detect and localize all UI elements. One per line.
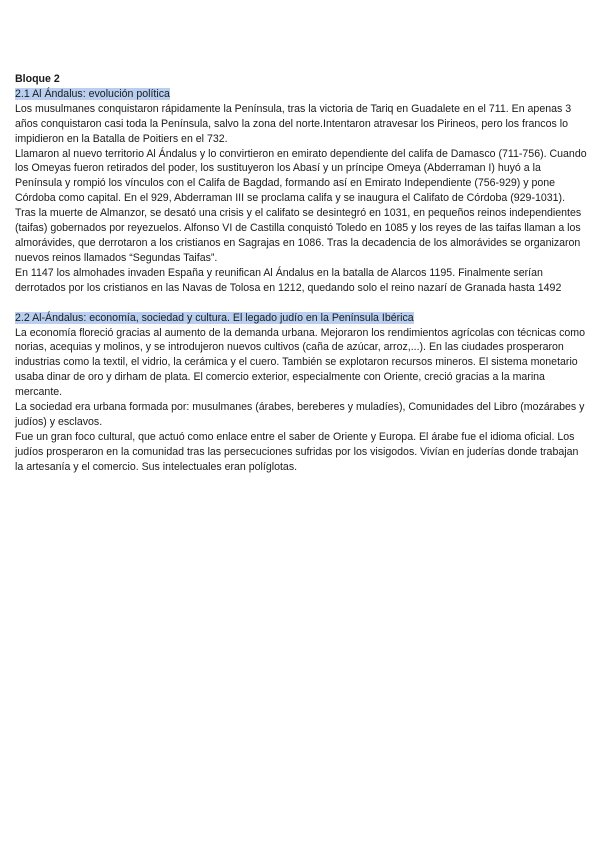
section-1-heading (15, 87, 587, 102)
section-2-paragraph-1: La economía floreció gracias al aumento de la demanda urbana. Mejoraron los rendimientos agrícolas con técnicas como norias, acequias y molinos, y se introdujeron nuevos cultivos (caña de azúcar, arroz,...). En las ciudades prosperaron industrias como la textil, el vidrio, la cerámica y el cuero. También se explotaron recursos mineros. El sistema monetario usaba dinar de oro y dirham de plata. El comercio exterior, especialmente con Oriente, creció gracias a la marina mercante. (15, 326, 586, 399)
section-gap (15, 296, 587, 311)
section-1-heading-text: 2.1 Al Ándalus: evolución política (15, 87, 170, 100)
document-page (15, 72, 587, 475)
section-1 (15, 87, 587, 296)
section-2-heading (15, 311, 587, 326)
section-2-paragraph-2: La sociedad era urbana formada por: musulmanes (árabes, bereberes y muladíes), Comunidades del Libro (mozárabes y judíos) y esclavos. (15, 401, 585, 428)
section-2 (15, 311, 587, 475)
block-title: Bloque 2 (15, 73, 60, 85)
section-1-paragraph-4: En 1147 los almohades invaden España y reunifican Al Ándalus en la batalla de Alarcos 1195. Finalmente serían derrotados por los cristianos en las Navas de Tolosa en 1212, quedando solo el reino nazarí de Granada hasta 1492 (15, 266, 562, 294)
section-1-paragraph-3: Tras la muerte de Almanzor, se desató una crisis y el califato se desintegró en 1031, en pequeños reinos independientes (taifas) gobernados por reyezuelos. Alfonso VI de Castilla conquistó Toledo en 1085 y los reyes de las taifas llaman a los almorávides, que derrotaron a los cristianos en Sagrajas en 1086. Tras la decadencia de los almorávides se organizaron nuevos reinos llamados “Segundas Taifas”. (15, 207, 582, 264)
section-1-paragraph-2: Llamaron al nuevo territorio Al Ándalus y lo convirtieron en emirato dependiente del califa de Damasco (711-756). Cuando los Omeyas fueron retirados del poder, los sustituyeron los Abasí y un príncipe Omeya (Abderraman I) huyó a la Península y rompió los vínculos con el Califa de Bagdad, formando así en Emirato Independiente (756-929) y pone Córdoba como capital. En el 929, Abderraman III se proclama califa y se inaugura el Califato de Córdoba (929-1031). (15, 147, 587, 205)
section-2-heading-text: 2.2 Al-Ándalus: economía, sociedad y cultura. El legado judío en la Península Ibérica (15, 311, 414, 324)
section-1-paragraph-1: Los musulmanes conquistaron rápidamente la Península, tras la victoria de Tariq en Guadalete en el 711. En apenas 3 años conquistaron casi toda la Península, salvo la zona del norte.Intentaron atravesar los Pirineos, pero los francos lo impidieron en la Batalla de Poitiers en el 732. (15, 102, 572, 145)
section-2-paragraph-3: Fue un gran foco cultural, que actuó como enlace entre el saber de Oriente y Europa. El árabe fue el idioma oficial. Los judíos prosperaron en la comunidad tras las persecuciones sufridas por los visigodos. Vivían en juderías donde trabajan la artesanía y el comercio. Sus intelectuales eran políglotas. (15, 430, 579, 473)
